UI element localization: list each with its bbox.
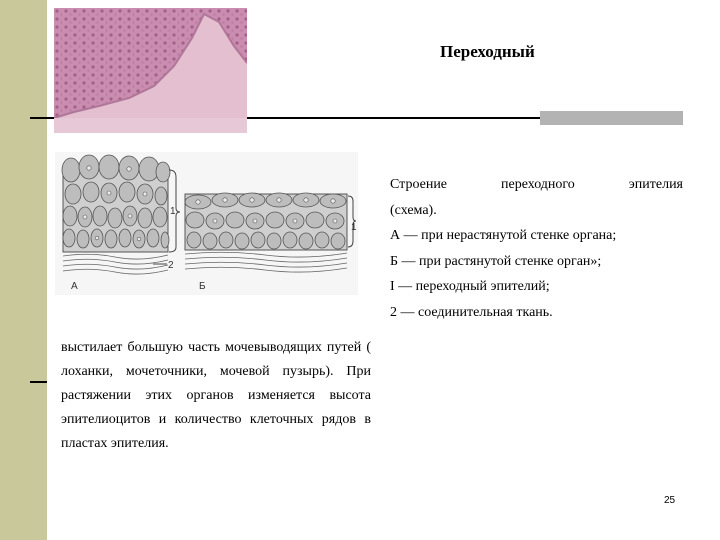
body-paragraph	[61, 336, 371, 456]
caption-heading-cont: (схема).	[390, 202, 437, 218]
body-line: выстилает большую часть	[61, 340, 221, 355]
figure-caption	[390, 172, 683, 325]
caption-line-2: 2 — соединительная ткань.	[390, 304, 553, 320]
label-b: Б	[199, 281, 206, 292]
epithelium-schematic	[55, 152, 358, 295]
caption-line-a: А — при нерастянутой стенке органа;	[390, 228, 617, 243]
body-line: растяжении этих органов изменяется	[61, 388, 315, 403]
accent-bar	[540, 111, 683, 125]
micrograph-image	[54, 8, 247, 133]
sidebar-band	[0, 0, 47, 540]
body-line: мочевыводящих путей ( лоханки,	[61, 340, 371, 379]
label-1-left: 1	[170, 206, 176, 217]
epithelium-a-group	[62, 155, 180, 274]
caption-line-b: Б — при растянутой стенке орган»;	[390, 253, 602, 269]
caption-line-1: I — переходный эпителий;	[390, 279, 550, 294]
body-line: мочеточники, мочевой пузырь). При	[125, 364, 371, 379]
label-a: А	[71, 281, 78, 292]
label-2: 2	[168, 260, 174, 271]
slide-title: Переходный	[440, 42, 535, 61]
page-number: 25	[664, 495, 676, 506]
epithelium-b-group	[185, 193, 356, 272]
caption-heading: Строение переходного эпителия	[390, 177, 683, 192]
body-line: высота эпителиоцитов и количество	[61, 388, 371, 427]
label-1-right: 1	[351, 222, 357, 233]
divider-line-bottom	[30, 381, 47, 383]
body-line: клеточных рядов в пластах эпителия.	[61, 412, 371, 451]
